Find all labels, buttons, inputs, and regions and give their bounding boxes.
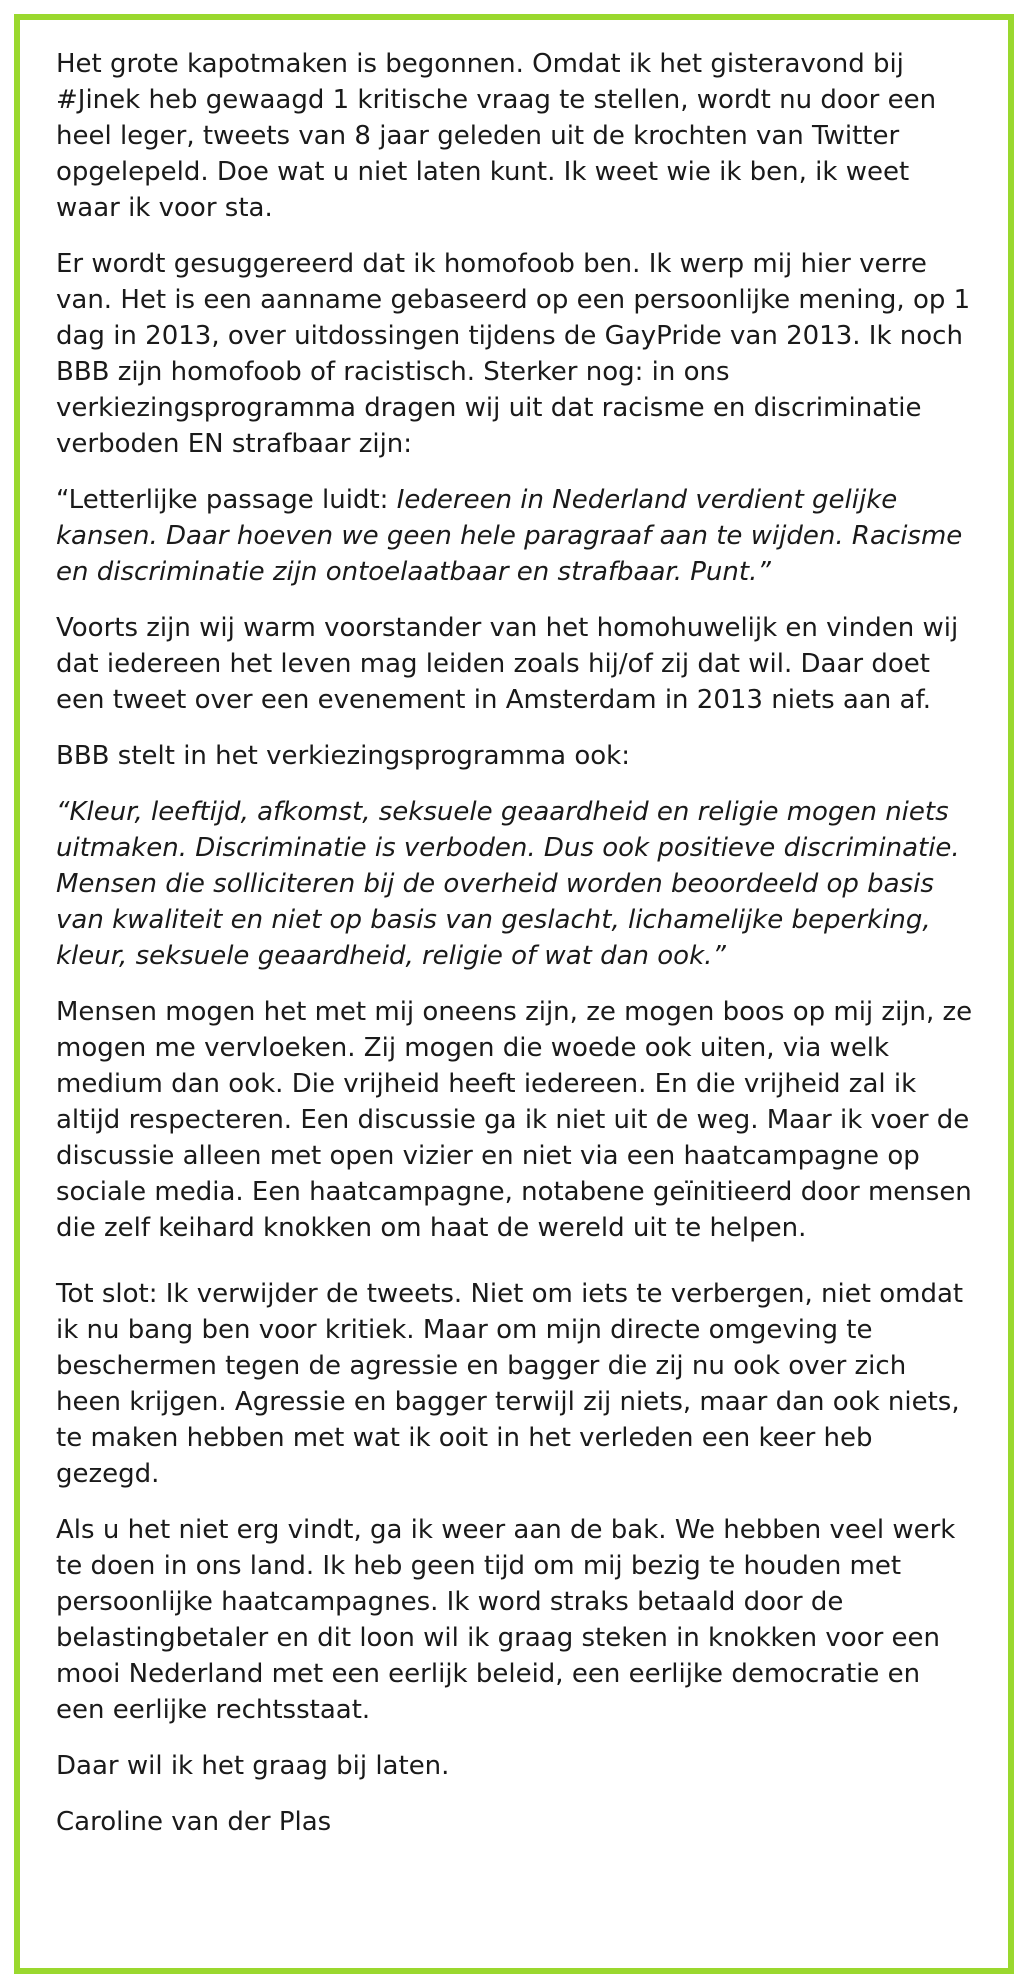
paragraph-intro: Het grote kapotmaken is begonnen. Omdat ik het gisteravond bij #Jinek heb gewaagd 1 kritische vraag te stellen, wordt nu door een heel leger, tweets van 8 jaar geleden uit de krochten van Twitter opgelepeld. Doe wat u niet laten kunt. Ik weet wie ik ben, ik weet waar ik voor sta. xyxy=(56,49,937,223)
paragraph-aan-de-bak: Als u het niet erg vindt, ga ik weer aan de bak. We hebben veel werk te doen in ons land. Ik heb geen tijd om mij bezig te houden met persoonlijke haatcampagnes. Ik word straks betaald door de belastingbetaler en dit loon wil ik graag steken in knokken voor een mooi Nederland met een eerlijk beleid, een eerlijke democratie en een eerlijke rechtsstaat. xyxy=(56,1515,956,1725)
paragraph-closing: Daar wil ik het graag bij laten. xyxy=(56,1751,450,1781)
quote-programma: “Kleur, leeftijd, afkomst, seksuele geaardheid en religie mogen niets uitmaken. Discriminatie is verboden. Dus ook positieve discriminatie. Mensen die solliciteren bij de overheid worden beoordeeld op basis van kwaliteit en niet op basis van geslacht, lichamelijke beperking, kleur, seksuele geaardheid, religie of wat dan ook.” xyxy=(56,797,960,971)
document-frame xyxy=(14,14,1014,1974)
paragraph-homofobia: Er wordt gesuggereerd dat ik homofoob ben. Ik werp mij hier verre van. Het is een aanname gebaseerd op een persoonlijke mening, op 1 dag in 2013, over uitdossingen tijdens de GayPride van 2013. Ik noch BBB zijn homofoob of racistisch. Sterker nog: in ons verkiezingsprogramma dragen wij uit dat racisme en discriminatie verboden EN strafbaar zijn: xyxy=(56,249,971,459)
paragraph-tot-slot: Tot slot: Ik verwijder de tweets. Niet om iets te verbergen, niet omdat ik nu bang ben voor kritiek. Maar om mijn directe omgeving te beschermen tegen de agressie en bagger die zij nu ook over zich heen krijgen. Agressie en bagger terwijl zij niets, maar dan ook niets, te maken hebben met wat ik ooit in het verleden een keer heb gezegd. xyxy=(56,1279,964,1489)
quote-passage-italic: Iedereen in Nederland verdient gelijke kansen. Daar hoeven we geen hele paragraaf aan te wijden. Racisme en discriminatie zijn ontoelaatbaar en strafbaar. Punt.” xyxy=(56,485,963,587)
paragraph-oneens: Mensen mogen het met mij oneens zijn, ze mogen boos op mij zijn, ze mogen me vervloeken. Zij mogen die woede ook uiten, via welk medium dan ook. Die vrijheid heeft iedereen. En die vrijheid zal ik altijd respecteren. Een discussie ga ik niet uit de weg. Maar ik voer de discussie alleen met open vizier en niet via een haatcampagne op sociale media. Een haatcampagne, notabene geïnitieerd door mensen die zelf keihard knokken om haat de wereld uit te helpen. xyxy=(56,997,973,1243)
signature: Caroline van der Plas xyxy=(56,1807,332,1837)
paragraph-homohuwelijk: Voorts zijn wij warm voorstander van het homohuwelijk en vinden wij dat iedereen het leven mag leiden zoals hij/of zij dat wil. Daar doet een tweet over een evenement in Amsterdam in 2013 niets aan af. xyxy=(56,613,959,715)
quote-passage xyxy=(56,482,976,590)
statement-text xyxy=(56,46,976,1860)
paragraph-programma: BBB stelt in het verkiezingsprogramma ook: xyxy=(56,741,630,771)
quote-passage-intro: “Letterlijke passage luidt: xyxy=(56,485,397,515)
